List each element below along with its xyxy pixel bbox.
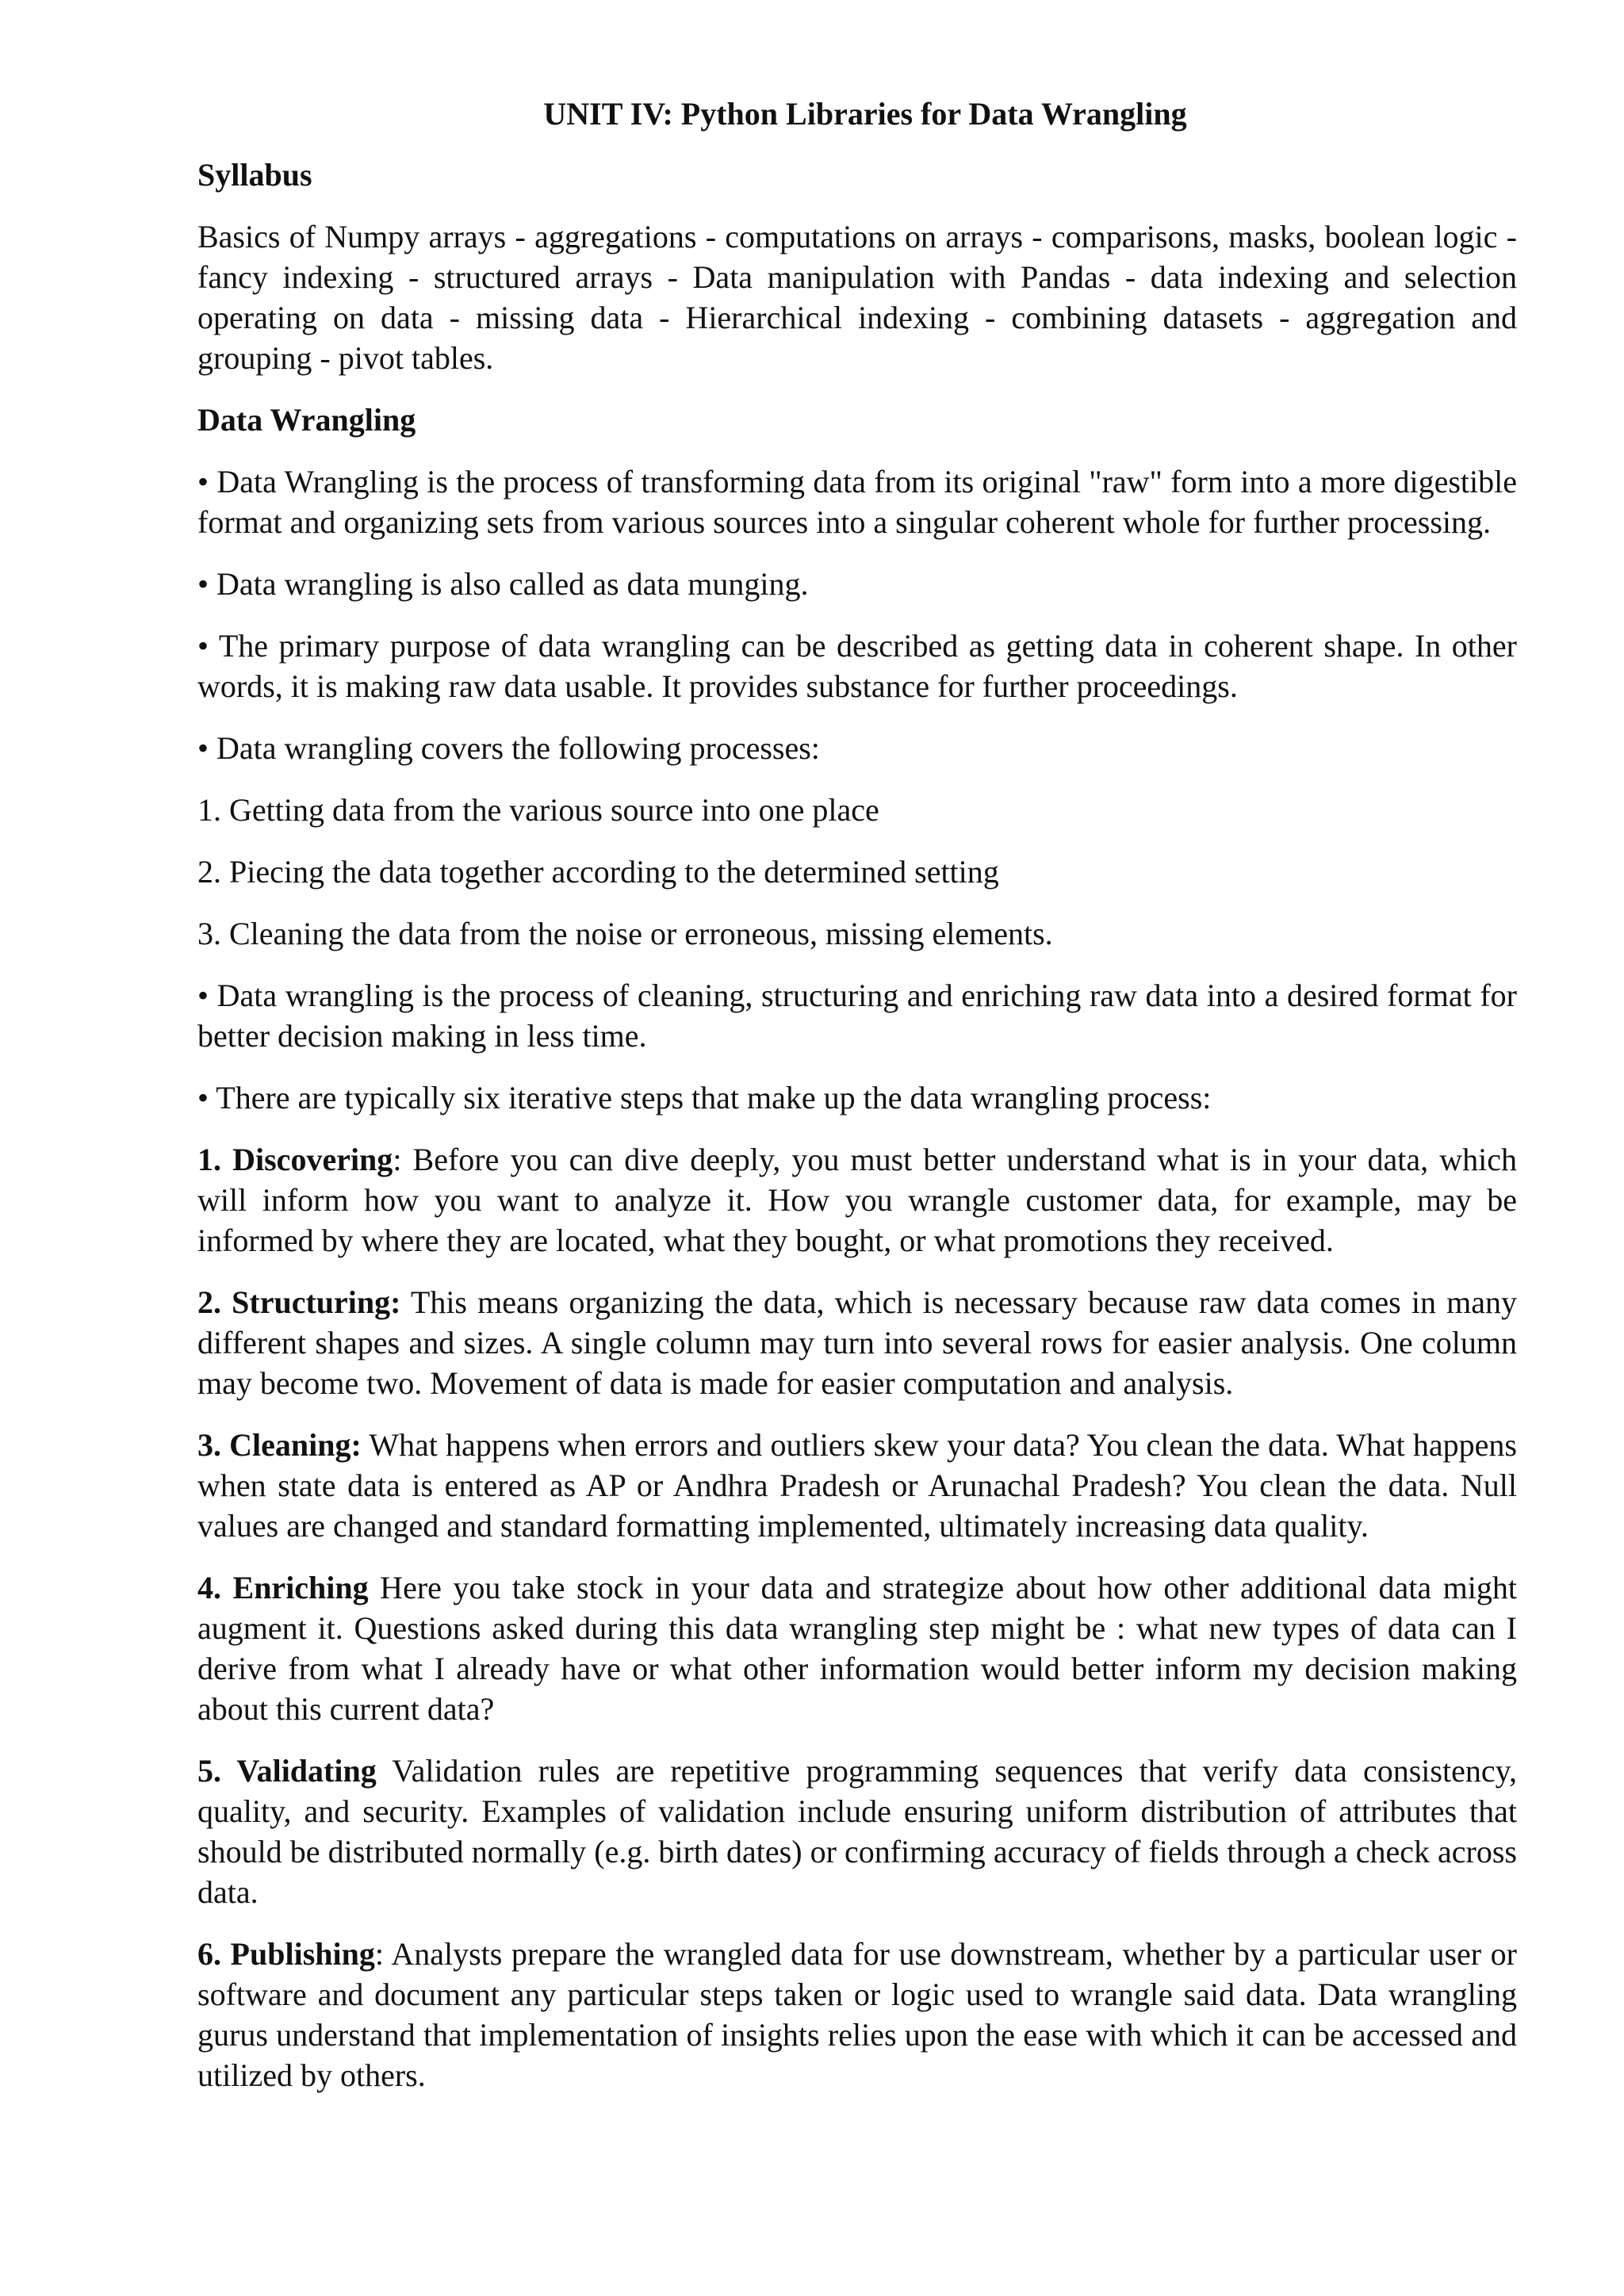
process-item-1: 1. Getting data from the various source into one place xyxy=(197,792,879,828)
step-text: What happens when errors and outliers skew your data? You clean the data. What happens when state data is entered as AP or Andhra Pradesh or Arunachal Pradesh? You clean the data. Null values are changed and standard formatting implemented, ultimately increasing data quality. xyxy=(197,1427,1517,1544)
paragraph-purpose: • The primary purpose of data wrangling can be described as getting data in coherent shape. In other words, it is making raw data usable. It provides substance for further proceedings. xyxy=(197,628,1517,704)
step-publishing xyxy=(197,1934,1517,2095)
step-validating xyxy=(197,1751,1517,1912)
step-cleaning xyxy=(197,1425,1517,1546)
step-term: 3. Cleaning: xyxy=(197,1427,362,1463)
step-text: This means organizing the data, which is necessary because raw data comes in many different shapes and sizes. A single column may turn into several rows for easier analysis. One column may become two. Movement of data is made for easier computation and analysis. xyxy=(197,1284,1517,1401)
process-item-3: 3. Cleaning the data from the noise or erroneous, missing elements. xyxy=(197,916,1053,951)
data-wrangling-heading: Data Wrangling xyxy=(197,402,416,438)
paragraph-processes-intro: • Data wrangling covers the following processes: xyxy=(197,730,820,766)
paragraph-definition: • Data Wrangling is the process of transforming data from its original "raw" form into a more digestible format and organizing sets from various sources into a singular coherent whole for further processing. xyxy=(197,464,1517,540)
step-text: : Before you can dive deeply, you must better understand what is in your data, which will inform how you want to analyze it. How you wrangle customer data, for example, may be informed by where they are located, what they bought, or what promotions they received. xyxy=(197,1142,1518,1258)
paragraph-six-steps-intro: • There are typically six iterative steps that make up the data wrangling process: xyxy=(197,1080,1212,1115)
step-text: Here you take stock in your data and strategize about how other additional data might augment it. Questions asked during this data wrangling step might be : what new types of data can I derive from what I already have or what other information would better inform my decision making about this current data? xyxy=(197,1570,1518,1727)
step-term: 5. Validating xyxy=(197,1753,377,1789)
step-term: 2. Structuring: xyxy=(197,1284,401,1320)
step-text: Validation rules are repetitive programming sequences that verify data consistency, quality, and security. Examples of validation include ensuring uniform distribution of attributes that should be distributed normally (e.g. birth dates) or confirming accuracy of fields through a check across data. xyxy=(197,1753,1517,1910)
step-text: : Analysts prepare the wrangled data for use downstream, whether by a particular user or software and document any particular steps taken or logic used to wrangle said data. Data wrangling gurus understand that implementation of insights relies upon the ease with which it can be accessed and utilized by others. xyxy=(197,1936,1517,2093)
step-discovering xyxy=(197,1139,1517,1261)
step-term: 6. Publishing xyxy=(197,1936,375,1972)
syllabus-text: Basics of Numpy arrays - aggregations - computations on arrays - comparisons, masks, boolean logic - fancy indexing - structured arrays - Data manipulation with Pandas - data indexing and selection operating on data - missing data - Hierarchical indexing - combining datasets - aggregation and grouping - pivot tables. xyxy=(197,219,1517,376)
process-item-2: 2. Piecing the data together according to the determined setting xyxy=(197,854,999,890)
paragraph-munging: • Data wrangling is also called as data munging. xyxy=(197,566,809,602)
document-page xyxy=(197,94,1517,2117)
step-term: 1. Discovering xyxy=(197,1142,393,1177)
step-structuring xyxy=(197,1282,1517,1403)
step-enriching xyxy=(197,1567,1517,1729)
syllabus-heading: Syllabus xyxy=(197,157,312,193)
paragraph-cleaning-structuring: • Data wrangling is the process of cleaning, structuring and enriching raw data into a desired format for better decision making in less time. xyxy=(197,978,1517,1054)
step-term: 4. Enriching xyxy=(197,1570,369,1605)
page-title: UNIT IV: Python Libraries for Data Wrangling xyxy=(543,96,1187,132)
